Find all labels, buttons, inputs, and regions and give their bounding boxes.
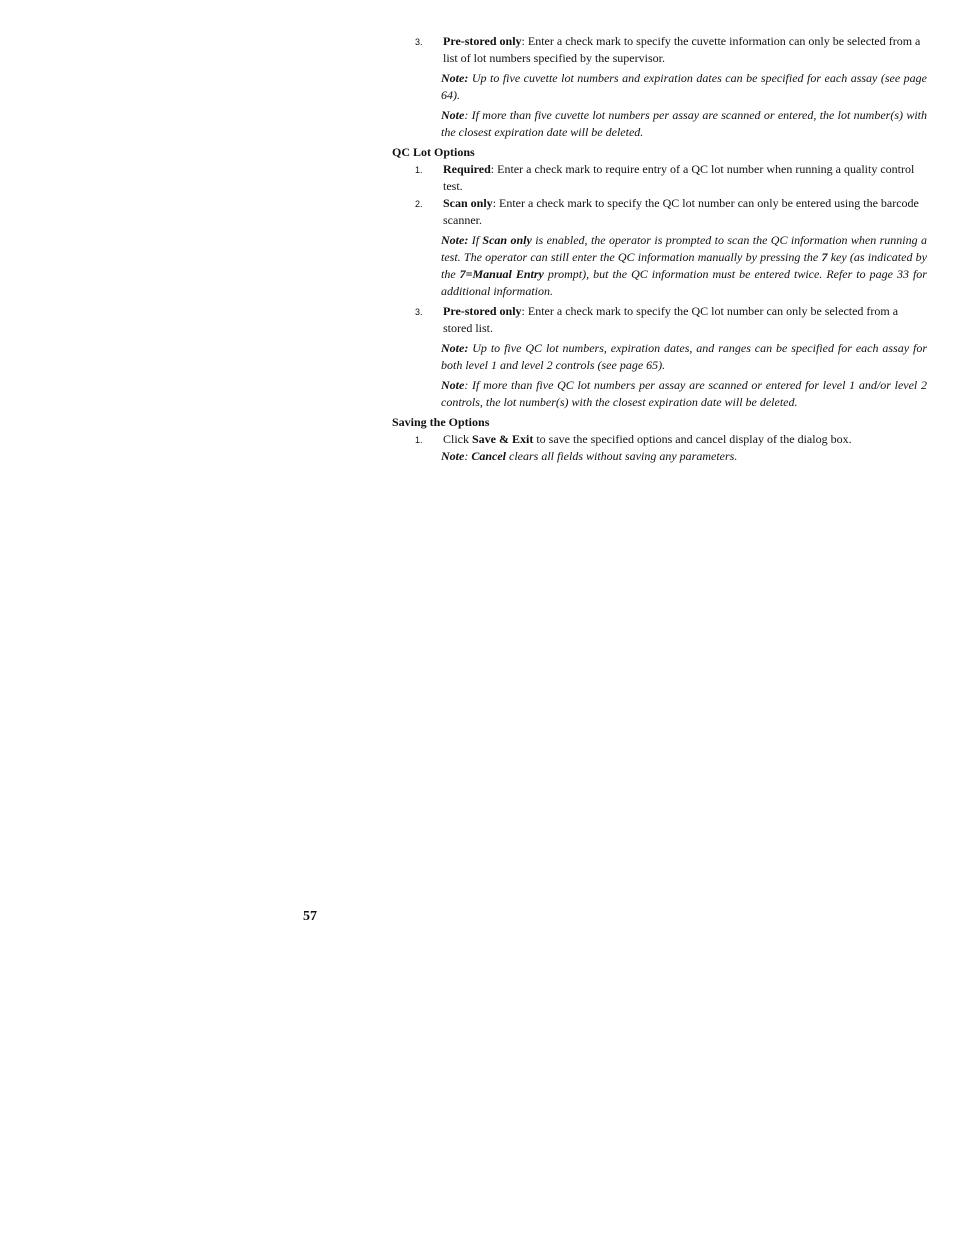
item-text: : Enter a check mark to require entry of a QC lot number when running a quality control test. bbox=[443, 162, 915, 193]
note-text: is enabled, the operator is prompted to scan the QC information when running a test. The operator can still enter the QC information manually by pressing the bbox=[441, 233, 927, 264]
qc-item-pre-stored bbox=[392, 303, 927, 337]
saving-item-save-exit bbox=[392, 431, 927, 448]
term-required: Required bbox=[443, 162, 491, 176]
term-key-7: 7 bbox=[821, 250, 828, 264]
term-pre-stored-only: Pre-stored only bbox=[443, 34, 522, 48]
page-number-text: 57 bbox=[303, 909, 317, 924]
qc-item-required bbox=[392, 161, 927, 195]
note-text: Up to five QC lot numbers, expiration dates, and ranges can be specified for each assay for both level 1 and level 2 controls (see page 65). bbox=[441, 341, 927, 372]
note-text: prompt), but the QC information must be entered twice. Refer to page 33 for additional information. bbox=[441, 267, 927, 298]
item-text: to save the specified options and cancel display of the dialog box. bbox=[533, 432, 852, 446]
note-label: Note: bbox=[441, 341, 469, 355]
term-cancel: Cancel bbox=[471, 449, 506, 463]
note-text: key (as indicated by the bbox=[441, 250, 927, 281]
item-text: : Enter a check mark to specify the cuvette information can only be selected from a list of lot numbers specified by the supervisor. bbox=[443, 34, 921, 65]
saving-options-heading: Saving the Options bbox=[392, 415, 490, 429]
page-number bbox=[0, 908, 954, 926]
list-number: 2. bbox=[415, 199, 423, 209]
cuvette-note-deletion bbox=[392, 107, 927, 141]
term-pre-stored-only: Pre-stored only bbox=[443, 304, 522, 318]
cuvette-item-pre-stored bbox=[392, 33, 927, 67]
note-label: Note bbox=[441, 449, 465, 463]
note-label: Note bbox=[441, 108, 465, 122]
note-label: Note bbox=[441, 378, 465, 392]
term-scan-only: Scan only bbox=[443, 196, 493, 210]
saving-note-cancel bbox=[392, 448, 927, 465]
note-text: : bbox=[464, 449, 472, 463]
item-text: : Enter a check mark to specify the QC lot number can only be entered using the barcode scanner. bbox=[443, 196, 919, 227]
cuvette-note-five-lots bbox=[392, 70, 927, 104]
item-text: : Enter a check mark to specify the QC lot number can only be selected from a stored list. bbox=[443, 304, 899, 335]
item-text: Click bbox=[443, 432, 472, 446]
note-text: : If more than five cuvette lot numbers per assay are scanned or entered, the lot number(s) with the closest expiration date will be deleted. bbox=[441, 108, 927, 139]
qc-lot-options-heading: QC Lot Options bbox=[392, 145, 475, 159]
note-label: Note: bbox=[441, 71, 469, 85]
note-text: clears all fields without saving any parameters. bbox=[506, 449, 738, 463]
term-manual-entry: 7=Manual Entry bbox=[459, 267, 544, 281]
qc-note-five-lots bbox=[392, 340, 927, 374]
note-text: : If more than five QC lot numbers per assay are scanned or entered for level 1 and/or level 2 controls, the lot number(s) with the closest expiration date will be deleted. bbox=[441, 378, 927, 409]
list-number: 3. bbox=[415, 307, 423, 317]
note-text: If bbox=[468, 233, 483, 247]
term-save-exit: Save & Exit bbox=[472, 432, 534, 446]
note-text: Up to five cuvette lot numbers and expiration dates can be specified for each assay (see page 64). bbox=[441, 71, 927, 102]
list-number: 1. bbox=[415, 165, 423, 175]
list-number: 3. bbox=[415, 37, 423, 47]
qc-note-deletion bbox=[392, 377, 927, 411]
list-number: 1. bbox=[415, 435, 423, 445]
term-scan-only: Scan only bbox=[482, 233, 532, 247]
qc-note-scan-only bbox=[392, 232, 927, 300]
document-body bbox=[392, 33, 927, 465]
note-label: Note: bbox=[441, 233, 469, 247]
qc-item-scan-only bbox=[392, 195, 927, 229]
